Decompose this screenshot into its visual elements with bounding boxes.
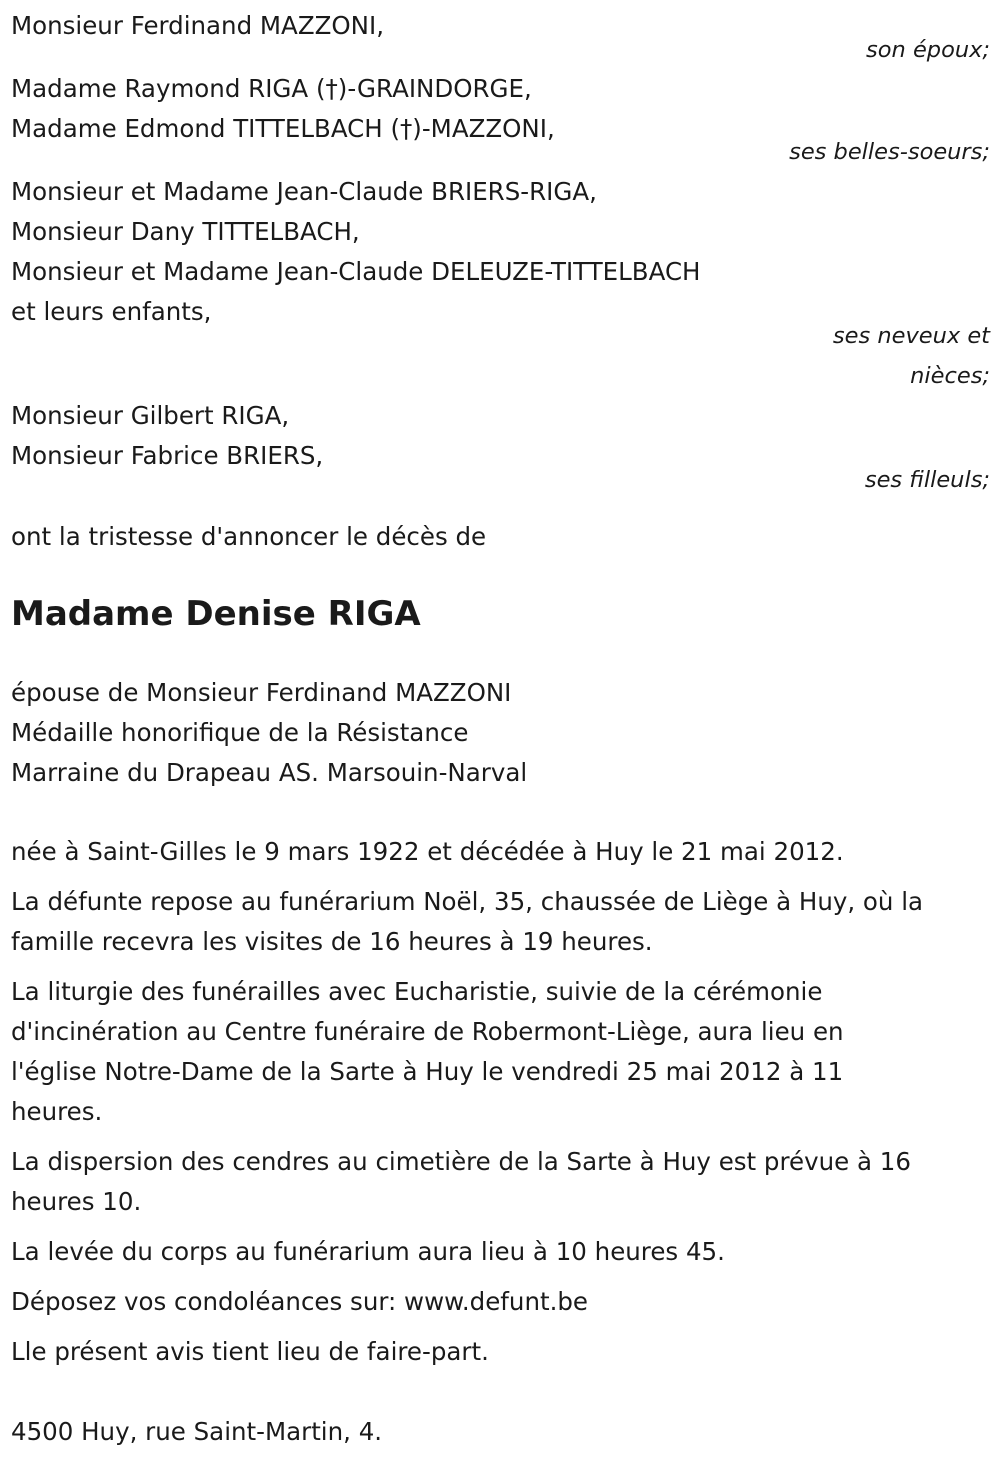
paragraph-faire-part: [11, 1332, 990, 1372]
family-member-line: Madame Edmond TITTELBACH (†)-MAZZONI,: [11, 114, 555, 143]
paragraph-line: Lle présent avis tient lieu de faire-part.: [11, 1337, 489, 1366]
family-member-line: Monsieur Gilbert RIGA,: [11, 401, 290, 430]
family-group-nephews-nieces: [11, 172, 990, 396]
paragraph-ashes: [11, 1142, 990, 1222]
family-group-godchildren: [11, 396, 990, 500]
title-line: Marraine du Drapeau AS. Marsouin-Narval: [11, 758, 528, 787]
paragraph-line: La défunte repose au funérarium Noël, 35, chaussée de Liège à Huy, où la: [11, 887, 924, 916]
paragraph-line: famille recevra les visites de 16 heures à 19 heures.: [11, 927, 653, 956]
family-member-line: Monsieur Dany TITTELBACH,: [11, 217, 360, 246]
family-member-line: Madame Raymond RIGA (†)-GRAINDORGE,: [11, 74, 532, 103]
obituary-notice: [11, 0, 990, 1452]
paragraph-liturgy: [11, 972, 990, 1132]
paragraph-line: heures 10.: [11, 1187, 142, 1216]
title-line: épouse de Monsieur Ferdinand MAZZONI: [11, 678, 512, 707]
family-member-line: Monsieur Fabrice BRIERS,: [11, 441, 324, 470]
paragraph-line: La liturgie des funérailles avec Eucharistie, suivie de la cérémonie: [11, 977, 823, 1006]
paragraph-line: d'incinération au Centre funéraire de Robermont-Liège, aura lieu en: [11, 1017, 844, 1046]
paragraph-line: heures.: [11, 1097, 103, 1126]
announcement-line: ont la tristesse d'annoncer le décès de: [11, 522, 487, 551]
relation-label: ses filleuls;: [864, 467, 990, 493]
paragraph-line: La dispersion des cendres au cimetière de la Sarte à Huy est prévue à 16: [11, 1147, 911, 1176]
paragraph-line: née à Saint-Gilles le 9 mars 1922 et décédée à Huy le 21 mai 2012.: [11, 837, 844, 866]
relation-label: ses belles-soeurs;: [789, 139, 990, 165]
family-group-spouse: [11, 6, 990, 70]
relation-label: son époux;: [866, 37, 990, 63]
details-paragraphs: [11, 832, 990, 1372]
family-member-line: Monsieur et Madame Jean-Claude BRIERS-RIGA,: [11, 177, 597, 206]
paragraph-line: La levée du corps au funérarium aura lieu à 10 heures 45.: [11, 1237, 725, 1266]
paragraph-levee: [11, 1232, 990, 1272]
family-group-sisters-in-law: [11, 69, 990, 172]
deceased-name: Madame Denise RIGA: [11, 594, 421, 634]
title-line: Médaille honorifique de la Résistance: [11, 718, 469, 747]
paragraph-condolences: [11, 1282, 990, 1322]
family-member-line: Monsieur et Madame Jean-Claude DELEUZE-TITTELBACH: [11, 257, 701, 286]
paragraph-birth-death: [11, 832, 990, 872]
paragraph-line: l'église Notre-Dame de la Sarte à Huy le vendredi 25 mai 2012 à 11: [11, 1057, 844, 1086]
relation-label: ses neveux et: [832, 323, 990, 349]
relation-label: nièces;: [910, 363, 990, 389]
paragraph-funerarium: [11, 882, 990, 962]
family-member-line: et leurs enfants,: [11, 297, 212, 326]
family-member-line: Monsieur Ferdinand MAZZONI,: [11, 11, 385, 40]
deceased-titles: [11, 673, 990, 793]
address-line: 4500 Huy, rue Saint-Martin, 4.: [11, 1417, 383, 1446]
paragraph-line: Déposez vos condoléances sur: www.defunt.be: [11, 1287, 589, 1316]
